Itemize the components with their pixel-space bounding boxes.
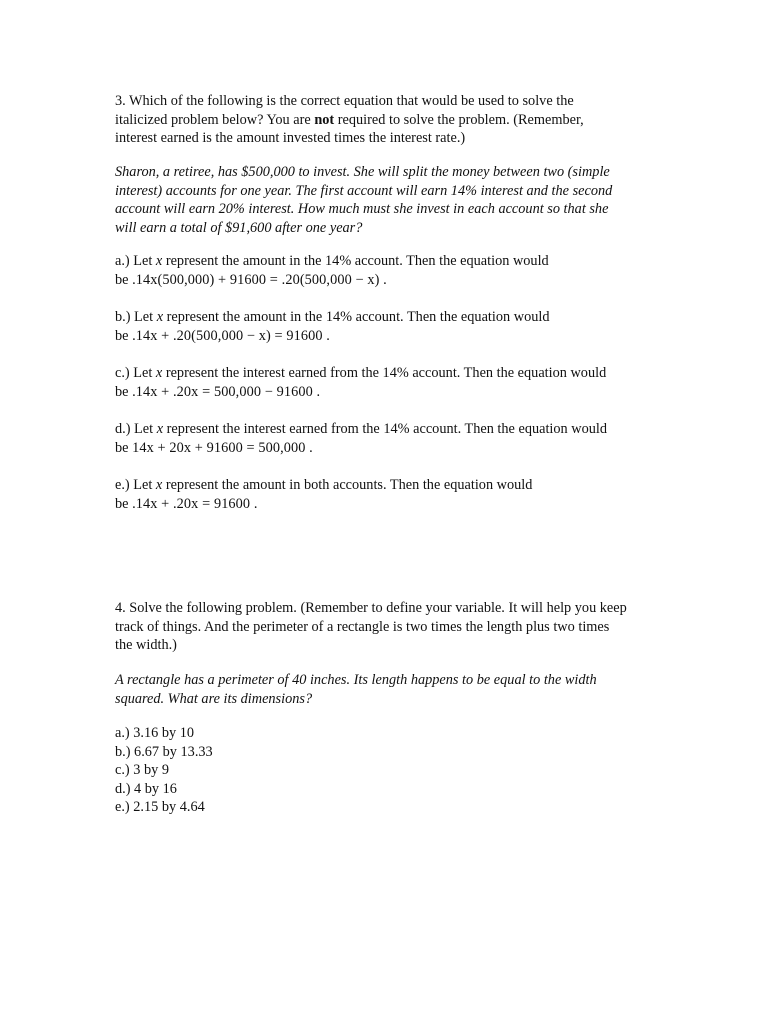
q3-option-a bbox=[115, 252, 675, 289]
option-equation: .14x + .20(500,000 − x) = 91600 . bbox=[132, 327, 330, 344]
q4-choice-e: e.) 2.15 by 4.64 bbox=[115, 799, 205, 816]
option-prefix: c.) Let bbox=[115, 365, 156, 381]
q3-line-1: 3. Which of the following is the correct equation that would be used to solve the bbox=[115, 93, 574, 109]
q3-problem-line-2: interest) accounts for one year. The first account will earn 14% interest and the second bbox=[115, 182, 613, 199]
q4-problem-line-1: A rectangle has a perimeter of 40 inches. Its length happens to be equal to the width bbox=[115, 672, 597, 688]
q3-option-d-line-2 bbox=[115, 439, 675, 458]
q3-option-a-line-1 bbox=[115, 252, 675, 271]
option-equation: .14x + .20x = 91600 . bbox=[132, 495, 258, 512]
question-4-choices bbox=[115, 724, 675, 817]
q3-problem-line-4: will earn a total of $91,600 after one year? bbox=[115, 219, 363, 236]
q3-problem-line-3: account will earn 20% interest. How much must she invest in each account so that she bbox=[115, 201, 609, 218]
option-text: represent the amount in the 14% account. Then the equation would bbox=[163, 309, 550, 325]
q3-option-e-line-2 bbox=[115, 495, 675, 514]
q3-option-c bbox=[115, 364, 675, 401]
option-be: be bbox=[115, 383, 133, 400]
question-3-stem bbox=[115, 92, 675, 148]
option-be: be bbox=[115, 327, 133, 344]
question-4-problem bbox=[115, 671, 675, 708]
option-text: represent the interest earned from the 14% account. Then the equation would bbox=[162, 365, 607, 381]
q3-bold-not: not bbox=[314, 111, 335, 128]
question-3-problem bbox=[115, 163, 675, 237]
option-be: be bbox=[115, 439, 133, 456]
q3-option-b bbox=[115, 308, 675, 345]
q3-problem-line-1: Sharon, a retiree, has $500,000 to invest. She will split the money between two (simple bbox=[115, 164, 610, 180]
variable-x: x bbox=[155, 477, 163, 493]
option-equation: .14x(500,000) + 91600 = .20(500,000 − x) . bbox=[132, 271, 387, 288]
q3-line-3: interest earned is the amount invested times the interest rate.) bbox=[115, 130, 466, 147]
q3-option-d-line-1 bbox=[115, 420, 675, 439]
q3-option-e bbox=[115, 476, 675, 513]
q3-line-2-post: required to solve the problem. (Remember, bbox=[334, 111, 584, 128]
option-equation: 14x + 20x + 91600 = 500,000 . bbox=[132, 439, 313, 456]
variable-x: x bbox=[155, 253, 163, 269]
q3-option-c-line-1 bbox=[115, 364, 675, 383]
q4-choice-a: a.) 3.16 by 10 bbox=[115, 725, 195, 741]
option-be: be bbox=[115, 495, 133, 512]
q4-line-3: the width.) bbox=[115, 637, 177, 654]
q3-option-e-line-1 bbox=[115, 476, 675, 495]
q3-option-b-line-2 bbox=[115, 327, 675, 346]
question-4-stem bbox=[115, 599, 675, 655]
option-text: represent the interest earned from the 14% account. Then the equation would bbox=[163, 421, 608, 437]
q4-choice-c: c.) 3 by 9 bbox=[115, 762, 169, 779]
option-prefix: a.) Let bbox=[115, 253, 156, 269]
option-text: represent the amount in both accounts. Then the equation would bbox=[162, 477, 533, 493]
q3-option-d bbox=[115, 420, 675, 457]
q4-choice-b: b.) 6.67 by 13.33 bbox=[115, 743, 213, 760]
q3-option-c-line-2 bbox=[115, 383, 675, 402]
q4-line-2: track of things. And the perimeter of a rectangle is two times the length plus two times bbox=[115, 618, 610, 635]
option-text: represent the amount in the 14% account. Then the equation would bbox=[162, 253, 549, 269]
q3-option-b-line-1 bbox=[115, 308, 675, 327]
option-equation: .14x + .20x = 500,000 − 91600 . bbox=[132, 383, 321, 400]
variable-x: x bbox=[155, 365, 163, 381]
q3-line-2-pre: italicized problem below? You are bbox=[115, 111, 315, 128]
q4-line-1: 4. Solve the following problem. (Remember to define your variable. It will help you keep bbox=[115, 600, 627, 616]
variable-x: x bbox=[156, 421, 164, 437]
option-prefix: d.) Let bbox=[115, 421, 157, 437]
option-be: be bbox=[115, 271, 133, 288]
q3-option-a-line-2 bbox=[115, 271, 675, 290]
option-prefix: e.) Let bbox=[115, 477, 156, 493]
variable-x: x bbox=[156, 309, 164, 325]
q4-problem-line-2: squared. What are its dimensions? bbox=[115, 690, 313, 707]
q3-line-2 bbox=[115, 111, 675, 130]
q4-choice-d: d.) 4 by 16 bbox=[115, 780, 177, 797]
option-prefix: b.) Let bbox=[115, 309, 157, 325]
